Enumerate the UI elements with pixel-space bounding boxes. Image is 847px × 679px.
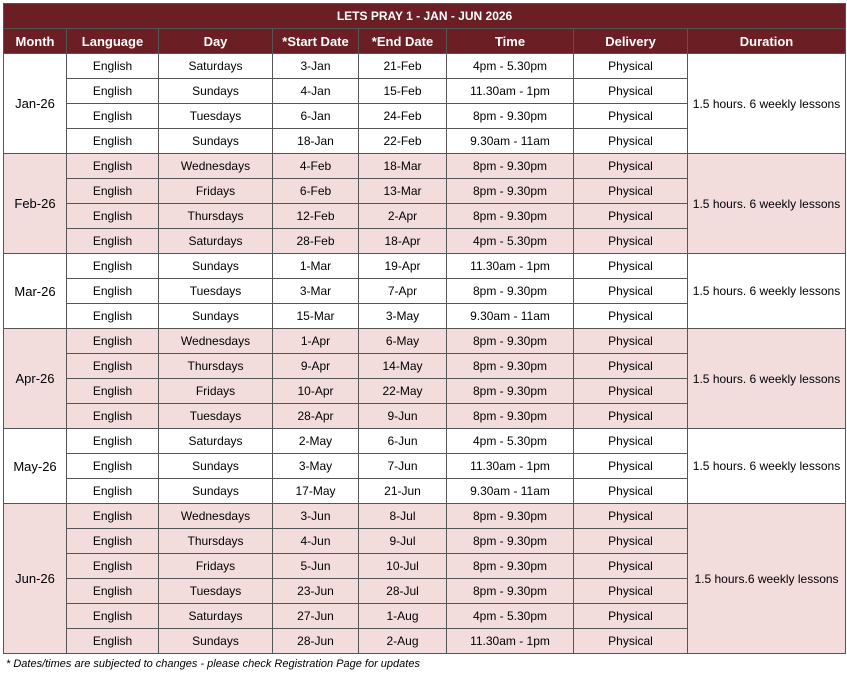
start-date-cell: 18-Jan: [273, 129, 359, 154]
language-cell: English: [67, 579, 159, 604]
delivery-cell: Physical: [574, 129, 688, 154]
table-row: [4, 429, 846, 454]
time-cell: 8pm - 9.30pm: [447, 404, 574, 429]
time-cell: 8pm - 9.30pm: [447, 354, 574, 379]
time-cell: 8pm - 9.30pm: [447, 504, 574, 529]
start-date-cell: 1-Apr: [273, 329, 359, 354]
start-date-cell: 2-May: [273, 429, 359, 454]
time-cell: 8pm - 9.30pm: [447, 379, 574, 404]
delivery-cell: Physical: [574, 254, 688, 279]
end-date-cell: 7-Jun: [359, 454, 447, 479]
language-cell: English: [67, 454, 159, 479]
delivery-cell: Physical: [574, 154, 688, 179]
start-date-cell: 6-Jan: [273, 104, 359, 129]
time-cell: 8pm - 9.30pm: [447, 179, 574, 204]
language-cell: English: [67, 504, 159, 529]
time-cell: 4pm - 5.30pm: [447, 429, 574, 454]
col-header-language: Language: [67, 29, 159, 54]
time-cell: 11.30am - 1pm: [447, 79, 574, 104]
language-cell: English: [67, 179, 159, 204]
start-date-cell: 4-Feb: [273, 154, 359, 179]
end-date-cell: 8-Jul: [359, 504, 447, 529]
end-date-cell: 18-Apr: [359, 229, 447, 254]
month-cell: Mar-26: [4, 254, 67, 329]
day-cell: Tuesdays: [159, 279, 273, 304]
start-date-cell: 17-May: [273, 479, 359, 504]
start-date-cell: 5-Jun: [273, 554, 359, 579]
end-date-cell: 6-May: [359, 329, 447, 354]
time-cell: 8pm - 9.30pm: [447, 579, 574, 604]
delivery-cell: Physical: [574, 204, 688, 229]
day-cell: Saturdays: [159, 604, 273, 629]
delivery-cell: Physical: [574, 429, 688, 454]
day-cell: Sundays: [159, 454, 273, 479]
table-title: LETS PRAY 1 - JAN - JUN 2026: [4, 4, 846, 29]
time-cell: 9.30am - 11am: [447, 304, 574, 329]
language-cell: English: [67, 54, 159, 79]
language-cell: English: [67, 379, 159, 404]
day-cell: Wednesdays: [159, 154, 273, 179]
language-cell: English: [67, 429, 159, 454]
language-cell: English: [67, 629, 159, 654]
col-header-delivery: Delivery: [574, 29, 688, 54]
day-cell: Sundays: [159, 129, 273, 154]
start-date-cell: 23-Jun: [273, 579, 359, 604]
time-cell: 8pm - 9.30pm: [447, 204, 574, 229]
end-date-cell: 10-Jul: [359, 554, 447, 579]
month-cell: Jun-26: [4, 504, 67, 654]
start-date-cell: 15-Mar: [273, 304, 359, 329]
delivery-cell: Physical: [574, 379, 688, 404]
duration-cell: 1.5 hours. 6 weekly lessons: [688, 429, 846, 504]
day-cell: Thursdays: [159, 354, 273, 379]
end-date-cell: 14-May: [359, 354, 447, 379]
delivery-cell: Physical: [574, 479, 688, 504]
end-date-cell: 9-Jun: [359, 404, 447, 429]
header-row: [4, 29, 846, 54]
end-date-cell: 21-Feb: [359, 54, 447, 79]
language-cell: English: [67, 129, 159, 154]
language-cell: English: [67, 329, 159, 354]
day-cell: Sundays: [159, 254, 273, 279]
language-cell: English: [67, 404, 159, 429]
end-date-cell: 21-Jun: [359, 479, 447, 504]
month-cell: May-26: [4, 429, 67, 504]
start-date-cell: 28-Jun: [273, 629, 359, 654]
delivery-cell: Physical: [574, 279, 688, 304]
delivery-cell: Physical: [574, 404, 688, 429]
start-date-cell: 6-Feb: [273, 179, 359, 204]
col-header-time: Time: [447, 29, 574, 54]
end-date-cell: 7-Apr: [359, 279, 447, 304]
day-cell: Saturdays: [159, 429, 273, 454]
end-date-cell: 15-Feb: [359, 79, 447, 104]
language-cell: English: [67, 479, 159, 504]
start-date-cell: 3-Mar: [273, 279, 359, 304]
time-cell: 8pm - 9.30pm: [447, 104, 574, 129]
end-date-cell: 13-Mar: [359, 179, 447, 204]
language-cell: English: [67, 254, 159, 279]
time-cell: 8pm - 9.30pm: [447, 554, 574, 579]
start-date-cell: 3-Jan: [273, 54, 359, 79]
day-cell: Fridays: [159, 179, 273, 204]
duration-cell: 1.5 hours. 6 weekly lessons: [688, 254, 846, 329]
day-cell: Saturdays: [159, 229, 273, 254]
col-header-start-date: *Start Date: [273, 29, 359, 54]
month-cell: Jan-26: [4, 54, 67, 154]
day-cell: Thursdays: [159, 529, 273, 554]
duration-cell: 1.5 hours.6 weekly lessons: [688, 504, 846, 654]
table-row: [4, 254, 846, 279]
delivery-cell: Physical: [574, 579, 688, 604]
start-date-cell: 27-Jun: [273, 604, 359, 629]
end-date-cell: 6-Jun: [359, 429, 447, 454]
col-header-day: Day: [159, 29, 273, 54]
time-cell: 8pm - 9.30pm: [447, 529, 574, 554]
language-cell: English: [67, 229, 159, 254]
end-date-cell: 2-Aug: [359, 629, 447, 654]
start-date-cell: 28-Apr: [273, 404, 359, 429]
delivery-cell: Physical: [574, 504, 688, 529]
language-cell: English: [67, 529, 159, 554]
footnote: * Dates/times are subjected to changes - please check Registration Page for updates: [6, 658, 420, 670]
end-date-cell: 22-May: [359, 379, 447, 404]
delivery-cell: Physical: [574, 104, 688, 129]
language-cell: English: [67, 204, 159, 229]
delivery-cell: Physical: [574, 629, 688, 654]
language-cell: English: [67, 279, 159, 304]
day-cell: Sundays: [159, 304, 273, 329]
delivery-cell: Physical: [574, 604, 688, 629]
end-date-cell: 22-Feb: [359, 129, 447, 154]
table-row: [4, 504, 846, 529]
col-header-duration: Duration: [688, 29, 846, 54]
delivery-cell: Physical: [574, 79, 688, 104]
day-cell: Tuesdays: [159, 579, 273, 604]
table-row: [4, 154, 846, 179]
start-date-cell: 9-Apr: [273, 354, 359, 379]
table-row: [4, 54, 846, 79]
time-cell: 4pm - 5.30pm: [447, 604, 574, 629]
language-cell: English: [67, 604, 159, 629]
delivery-cell: Physical: [574, 304, 688, 329]
col-header-end-date: *End Date: [359, 29, 447, 54]
end-date-cell: 2-Apr: [359, 204, 447, 229]
language-cell: English: [67, 554, 159, 579]
start-date-cell: 3-Jun: [273, 504, 359, 529]
day-cell: Sundays: [159, 79, 273, 104]
table-row: [4, 329, 846, 354]
time-cell: 4pm - 5.30pm: [447, 54, 574, 79]
delivery-cell: Physical: [574, 529, 688, 554]
delivery-cell: Physical: [574, 54, 688, 79]
end-date-cell: 3-May: [359, 304, 447, 329]
day-cell: Fridays: [159, 554, 273, 579]
start-date-cell: 28-Feb: [273, 229, 359, 254]
language-cell: English: [67, 354, 159, 379]
day-cell: Sundays: [159, 629, 273, 654]
delivery-cell: Physical: [574, 454, 688, 479]
end-date-cell: 1-Aug: [359, 604, 447, 629]
start-date-cell: 3-May: [273, 454, 359, 479]
language-cell: English: [67, 79, 159, 104]
col-header-month: Month: [4, 29, 67, 54]
day-cell: Wednesdays: [159, 329, 273, 354]
time-cell: 4pm - 5.30pm: [447, 229, 574, 254]
time-cell: 8pm - 9.30pm: [447, 154, 574, 179]
end-date-cell: 19-Apr: [359, 254, 447, 279]
time-cell: 8pm - 9.30pm: [447, 279, 574, 304]
duration-cell: 1.5 hours. 6 weekly lessons: [688, 329, 846, 429]
time-cell: 11.30am - 1pm: [447, 454, 574, 479]
language-cell: English: [67, 154, 159, 179]
delivery-cell: Physical: [574, 329, 688, 354]
day-cell: Wednesdays: [159, 504, 273, 529]
month-cell: Apr-26: [4, 329, 67, 429]
month-cell: Feb-26: [4, 154, 67, 254]
end-date-cell: 28-Jul: [359, 579, 447, 604]
language-cell: English: [67, 104, 159, 129]
delivery-cell: Physical: [574, 229, 688, 254]
duration-cell: 1.5 hours. 6 weekly lessons: [688, 54, 846, 154]
time-cell: 8pm - 9.30pm: [447, 329, 574, 354]
schedule-table: [3, 3, 846, 654]
time-cell: 11.30am - 1pm: [447, 629, 574, 654]
end-date-cell: 9-Jul: [359, 529, 447, 554]
language-cell: English: [67, 304, 159, 329]
time-cell: 11.30am - 1pm: [447, 254, 574, 279]
day-cell: Saturdays: [159, 54, 273, 79]
time-cell: 9.30am - 11am: [447, 129, 574, 154]
start-date-cell: 1-Mar: [273, 254, 359, 279]
start-date-cell: 12-Feb: [273, 204, 359, 229]
delivery-cell: Physical: [574, 554, 688, 579]
table-body: [4, 54, 846, 654]
end-date-cell: 18-Mar: [359, 154, 447, 179]
day-cell: Fridays: [159, 379, 273, 404]
delivery-cell: Physical: [574, 354, 688, 379]
day-cell: Tuesdays: [159, 404, 273, 429]
start-date-cell: 4-Jun: [273, 529, 359, 554]
time-cell: 9.30am - 11am: [447, 479, 574, 504]
delivery-cell: Physical: [574, 179, 688, 204]
day-cell: Tuesdays: [159, 104, 273, 129]
start-date-cell: 10-Apr: [273, 379, 359, 404]
start-date-cell: 4-Jan: [273, 79, 359, 104]
day-cell: Thursdays: [159, 204, 273, 229]
duration-cell: 1.5 hours. 6 weekly lessons: [688, 154, 846, 254]
end-date-cell: 24-Feb: [359, 104, 447, 129]
day-cell: Sundays: [159, 479, 273, 504]
